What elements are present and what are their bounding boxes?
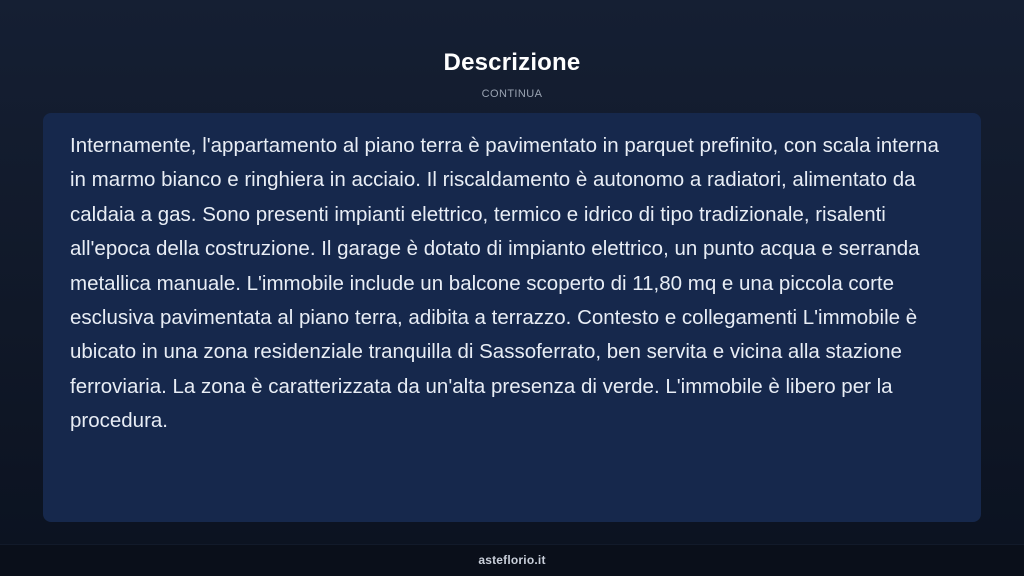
description-card [43,113,981,522]
page-title: Descrizione [443,49,581,76]
page-subtitle: CONTINUA [481,88,543,100]
description-text: Internamente, l'appartamento al piano terra è pavimentato in parquet prefinito, con scala interna in marmo bianco e ringhiera in acciaio. Il riscaldamento è autonomo a radiatori, alimentato da caldaia a gas. Sono presenti impianti elettrico, termico e idrico di tipo tradizionale, risalenti all'epoca della costruzione. Il garage è dotato di impianto elettrico, un punto acqua e serranda metallica manuale. L'immobile include un balcone scoperto di 11,80 mq e una piccola corte esclusiva pavimentata al piano terra, adibita a terrazzo. Contesto e collegamenti L'immobile è ubicato in una zona residenziale tranquilla di Sassoferrato, ben servita e vicina alla stazione ferroviaria. La zona è caratterizzata da un'alta presenza di verde. L'immobile è libero per la procedura. [70,134,939,433]
footer-bar [0,544,1024,576]
footer-site-label: asteflorio.it [478,553,546,567]
header [0,46,1024,102]
